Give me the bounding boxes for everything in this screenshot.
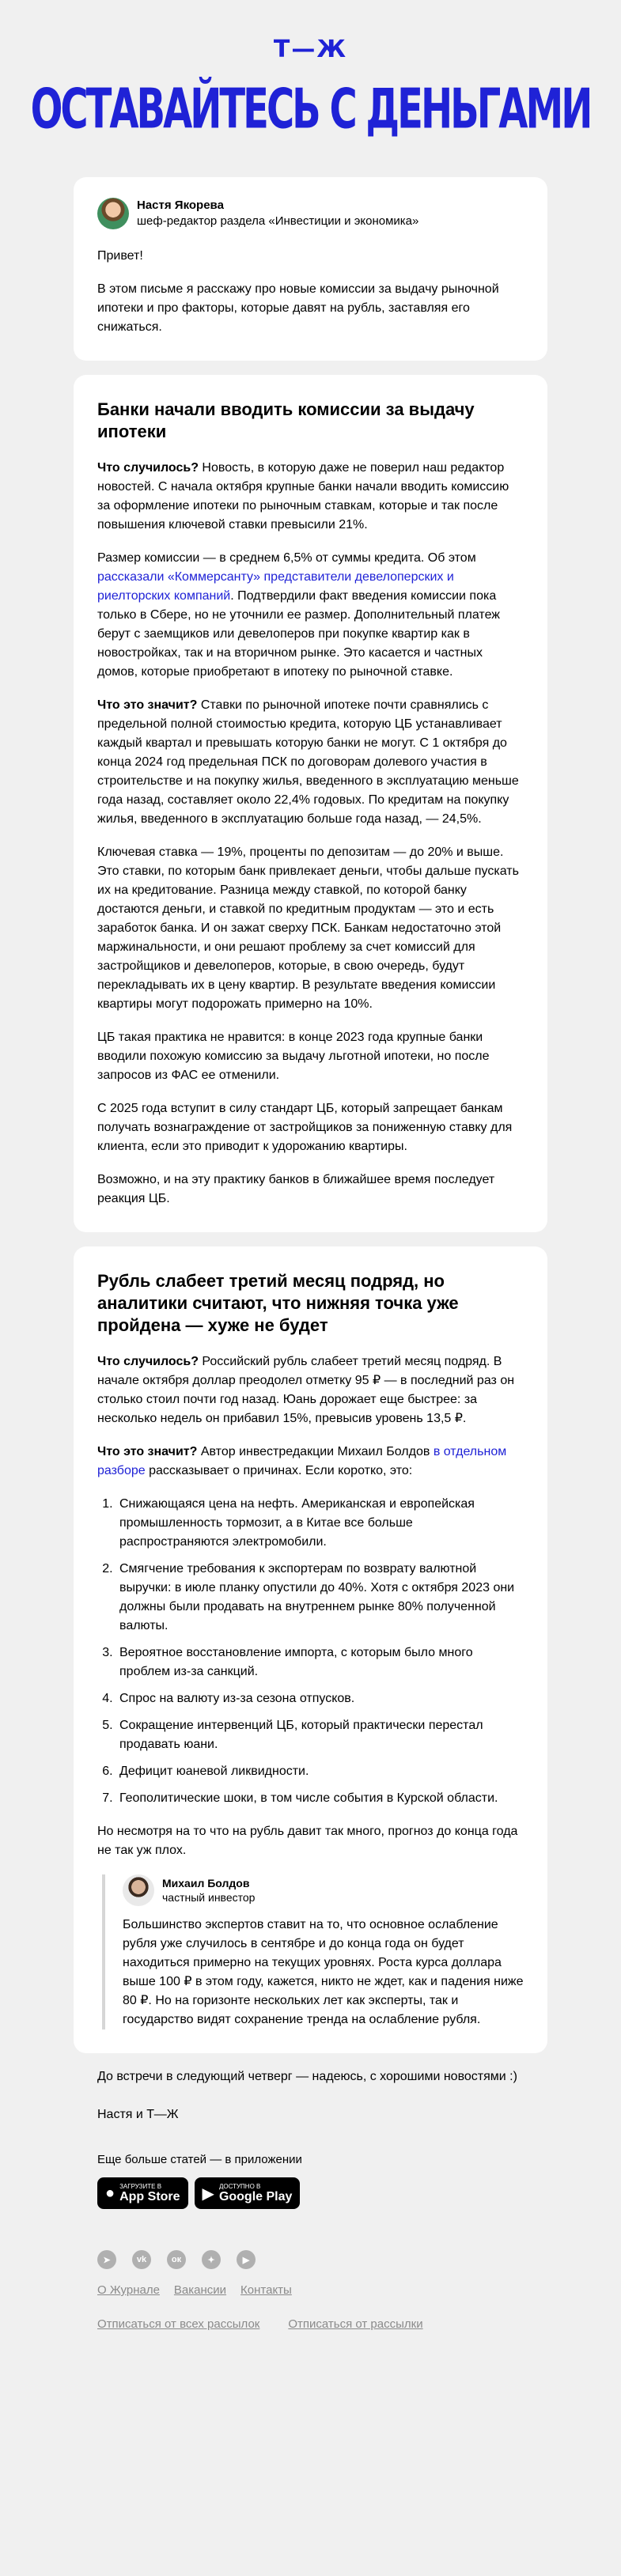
about-link[interactable]: О Журнале: [97, 2283, 160, 2297]
paragraph: [97, 549, 524, 682]
store-buttons: [97, 2177, 524, 2209]
header: [0, 0, 621, 142]
text: Ставки по рыночной ипотеке почти сравнялись с предельной полной стоимостью кредита, которую ЦБ устанавливает каждый квартал и превышать которую банки не могут. С 1 октября до конца 2024 год предельная ПСК по договорам долевого участия в строительстве и на покупку жилья, введенного в эксплуатацию меньше года назад, составляет около 22,4% годовых. По кредитам на покупку жилья, введенного в эксплуатацию больше года назад, — 24,5%.: [97, 698, 519, 826]
article-title: Рубль слабеет третий месяц подряд, но аналитики считают, что нижняя точка уже пройдена — хуже не будет: [97, 1271, 459, 1335]
author-name: Настя Якорева: [137, 199, 224, 212]
app-promo-title: Еще больше статей — в приложении: [97, 2153, 302, 2166]
article-ruble: [74, 1246, 547, 2053]
text: рассказывает о причинах. Если коротко, это:: [145, 1464, 413, 1477]
apple-icon: ●: [105, 2184, 115, 2202]
app-store-button[interactable]: [97, 2177, 188, 2209]
paragraph: [97, 1352, 524, 1428]
list-item: 6. Дефицит юаневой ликвидности.: [116, 1762, 524, 1781]
expert-quote: [102, 1874, 524, 2029]
list-item: 7. Геополитические шоки, в том числе события в Курской области.: [116, 1789, 524, 1808]
unsubscribe-all-link[interactable]: Отписаться от всех рассылок: [97, 2317, 260, 2331]
play-icon: ▶: [202, 2184, 214, 2203]
label: Что случилось?: [97, 461, 199, 475]
footer-links: [97, 2283, 524, 2297]
label: Что это значит?: [97, 698, 198, 712]
paragraph: ЦБ такая практика не нравится: в конце 2023 года крупные банки вводили похожую комиссию за выдачу льготной ипотеки, но после запросов из ФАС ее отменили.: [97, 1031, 490, 1082]
outro: [74, 2067, 547, 2124]
list-item: 4. Спрос на валюту из-за сезона отпусков.: [116, 1689, 524, 1708]
paragraph: Возможно, и на эту практику банков в ближайшее время последует реакция ЦБ.: [97, 1173, 495, 1205]
greeting: Привет!: [97, 249, 143, 263]
store-small-label: ДОСТУПНО В: [218, 2182, 261, 2190]
reasons-list: [97, 1495, 524, 1808]
youtube-icon[interactable]: ▶: [237, 2250, 256, 2269]
logo[interactable]: Т—Ж: [273, 36, 348, 63]
author: [97, 198, 524, 229]
unsubscribe-link[interactable]: Отписаться от рассылки: [288, 2317, 423, 2331]
google-play-button[interactable]: [195, 2177, 301, 2209]
list-item: 2. Смягчение требования к экспортерам по возврату валютной выручки: в июле планку опустили до 40%. Хотя с октября 2023 они должны были продавать на внутреннем рынке 80% полученной валюты.: [116, 1560, 524, 1636]
text: Автор инвестредакции Михаил Болдов: [197, 1445, 434, 1458]
article-mortgage: [74, 375, 547, 1232]
zen-icon[interactable]: ✦: [202, 2250, 221, 2269]
label: Что случилось?: [97, 1355, 199, 1368]
store-big-label: Google Play: [218, 2189, 293, 2203]
article-title: Банки начали вводить комиссии за выдачу ипотеки: [97, 399, 475, 441]
odnoklassniki-icon[interactable]: ок: [167, 2250, 186, 2269]
avatar: [97, 198, 129, 229]
vk-icon[interactable]: vk: [132, 2250, 151, 2269]
quote-author-role: частный инвестор: [162, 1891, 256, 1904]
contacts-link[interactable]: Контакты: [240, 2283, 292, 2297]
paragraph: [97, 459, 524, 535]
text: Российский рубль слабеет третий месяц подряд. В начале октября доллар преодолел отметку 95 ₽ — в последний раз он столько стоил почти год назад. Юань дорожает еще быстрее: за несколько недель он прибавил 15%, превысив уровень 13,5 ₽.: [97, 1355, 515, 1425]
avatar: [123, 1874, 154, 1906]
quote-text: Большинство экспертов ставит на то, что основное ослабление рубля уже случилось в сентябре и до конца года он будет находиться примерно на текущих уровнях. Роста курса доллара выше 100 ₽ в этом году, кажется, никто не ждет, как и падения ниже 80 ₽. Но на горизонте нескольких лет как эксперты, так и государство видят сохранение тренда на ослабление рубля.: [123, 1918, 524, 2026]
list-item: 5. Сокращение интервенций ЦБ, который практически перестал продавать юани.: [116, 1716, 524, 1754]
text: . Подтвердили факт введения комиссии пока только в Сбере, но не уточнили ее размер. Дополнительный платеж берут с заемщиков или девелоперов при покупке квартир как в новостройках, так и на вторичном рынке. Это касается и частных домов, которые приобретают в ипотеку по рыночной ставке.: [97, 589, 500, 679]
quote-author-name: Михаил Болдов: [162, 1877, 250, 1889]
author-role: шеф-редактор раздела «Инвестиции и экономика»: [137, 214, 419, 228]
paragraph: Ключевая ставка — 19%, проценты по депозитам — до 20% и выше. Это ставки, по которым банк привлекает деньги, чтобы дальше пускать их на кредитование. Разница между ставкой, по которой банку достаются деньги, и ставкой по кредитным продуктам — это и есть заработок банка. И он зажат сверху ПСК. Банкам недостаточно этой маржинальности, и они решают проблему за счет комиссий для застройщиков и девелоперов, которые, в свою очередь, будут перекладывать их в цену квартир. В результате введения комиссии квартиры могут подорожать примерно на 10%.: [97, 845, 519, 1011]
list-item: 1. Снижающаяся цена на нефть. Американская и европейская промышленность тормозит, а в Китае все больше распространяются электромобили.: [116, 1495, 524, 1552]
paragraph: [97, 696, 524, 829]
vacancies-link[interactable]: Вакансии: [173, 2283, 227, 2297]
signature: Настя и Т—Ж: [97, 2108, 179, 2121]
text: Новость, в которую даже не поверил наш редактор новостей. С начала октября крупные банки начали вводить комиссию за оформление ипотеки по рыночным ставкам, которые и так после повышения ключевой ставки превысили 21%.: [97, 461, 509, 531]
paragraph: С 2025 года вступит в силу стандарт ЦБ, который запрещает банкам получать вознаграждение от застройщиков за пониженную ставку для клиента, если это приводит к удорожанию квартиры.: [97, 1102, 513, 1153]
store-small-label: ЗАГРУЗИТЕ В: [119, 2182, 162, 2190]
store-big-label: App Store: [119, 2189, 180, 2203]
text: Размер комиссии — в среднем 6,5% от суммы кредита. Об этом: [97, 551, 476, 565]
social-links: [97, 2250, 524, 2269]
intro-text: В этом письме я расскажу про новые комиссии за выдачу рыночной ипотеки и про факторы, которые давят на рубль, заставляя его снижаться.: [97, 282, 499, 334]
quote-author: [123, 1874, 524, 1906]
paragraph: [97, 1443, 524, 1481]
paragraph: Но несмотря на то что на рубль давит так много, прогноз до конца года не так уж плох.: [97, 1825, 518, 1857]
banner-title: ОСТАВАЙТЕСЬ С ДЕНЬГАМИ: [30, 77, 591, 142]
footer: [74, 2153, 547, 2362]
analysis-link[interactable]: в отдельном разборе: [97, 1445, 507, 1477]
outro-text: До встречи в следующий четверг — надеюсь, с хорошими новостями :): [97, 2070, 517, 2083]
kommersant-link[interactable]: рассказали «Коммерсанту» представители девелоперских и риелторских компаний: [97, 570, 454, 603]
list-item: 3. Вероятное восстановление импорта, с которым было много проблем из-за санкций.: [116, 1644, 524, 1681]
telegram-icon[interactable]: ➤: [97, 2250, 116, 2269]
unsubscribe-links: [97, 2317, 524, 2331]
intro-card: [74, 177, 547, 361]
label: Что это значит?: [97, 1445, 198, 1458]
